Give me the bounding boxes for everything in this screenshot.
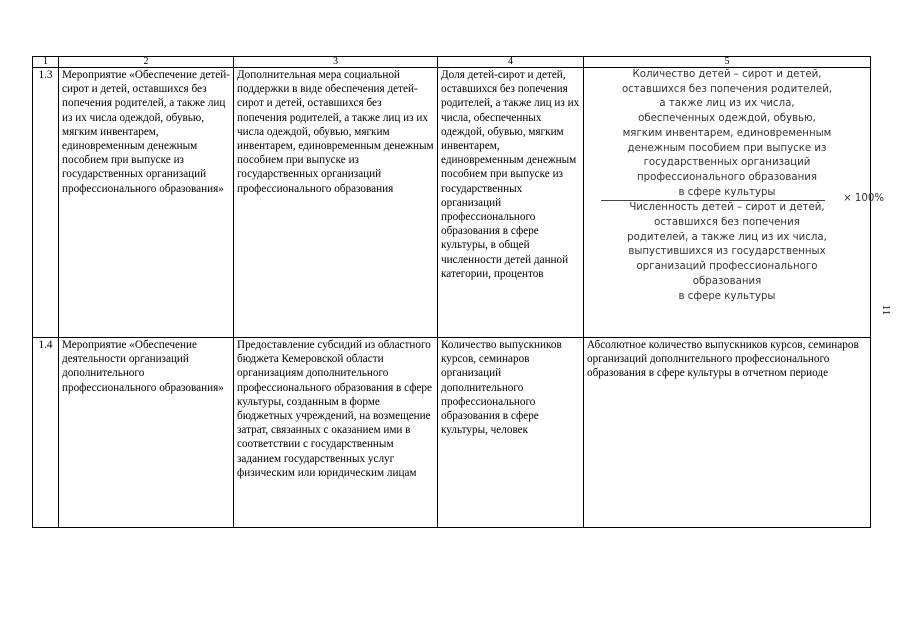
numerator-line: профессионального образования (636, 171, 818, 183)
indicator-cell: Доля детей-сирот и детей, оставшихся без попечения родителей, а также лиц из их числа, обеспеченных одеждой, обувью, мягким инвентарем, единовременным денежным пособием при выпуске из государственных организаций профессионального образования в сфере культуры, в общей численности детей данной категории, процентов (438, 68, 584, 338)
measures-table (32, 56, 884, 528)
calculation-method-cell: Абсолютное количество выпускников курсов, семинаров организаций дополнительного профессионального образования в сфере культуры в отчетном периоде (584, 338, 871, 528)
denominator-line: организаций профессионального (636, 261, 818, 273)
header-cell: 5 (584, 57, 871, 68)
numerator-line: государственных организаций (643, 157, 811, 169)
numerator-line: а также лиц из их числа, (659, 98, 795, 110)
numerator-line: мягким инвентарем, единовременным (622, 127, 832, 139)
event-name-cell: Мероприятие «Обеспечение детей-сирот и детей, оставшихся без попечения родителей, а также лиц из их числа одеждой, обувью, мягким инвентарем, единовременным денежным пособием при выпуске из государственных организаций профессионального образования» (59, 68, 234, 338)
table-row (33, 338, 871, 528)
measure-description-cell: Дополнительная мера социальной поддержки в виде обеспечения детей-сирот и детей, оставшихся без попечения родителей, а также лиц из их числа одеждой, обувью, мягким инвентарем, единовременным денежным пособием при выпуске из государственных организаций профессионального образования (234, 68, 438, 338)
numerator-line: денежным пособием при выпуске из (627, 142, 827, 154)
denominator-line: выпустившихся из государственных (628, 246, 826, 258)
denominator-line: оставшихся без попечения (654, 217, 800, 229)
denominator-line: родителей, а также лиц из их числа, (627, 231, 827, 243)
table-row (33, 68, 871, 338)
denominator-line: Численность детей – сирот и детей, (629, 202, 825, 214)
denominator-line: образования (692, 275, 762, 287)
table-header-row (33, 57, 871, 68)
header-cell: 3 (234, 57, 438, 68)
numerator-line: в сфере культуры (678, 186, 776, 198)
header-cell: 4 (438, 57, 584, 68)
formula-cell (584, 68, 884, 338)
measure-description-cell: Предоставление субсидий из областного бюджета Кемеровской области организациям дополнительного профессионального образования в сфере культуры, созданным в форме бюджетных учреждений, на возмещение затрат, связанных с оказанием ими в соответствии с государственным заданием государственных услуг физическим или юридическим лицам (234, 338, 438, 528)
event-name-cell: Мероприятие «Обеспечение деятельности организаций дополнительного профессионального образования» (59, 338, 234, 528)
page-number: 11 (880, 304, 892, 316)
row-number: 1.4 (33, 338, 59, 528)
numerator-line: оставшихся без попечения родителей, (621, 83, 833, 95)
header-cell: 1 (33, 57, 59, 68)
denominator-line: в сфере культуры (678, 290, 776, 302)
multiplier-label: × 100% (843, 193, 884, 204)
header-cell: 2 (59, 57, 234, 68)
numerator-line: обеспеченных одеждой, обувью, (638, 113, 816, 125)
numerator-line: Количество детей – сирот и детей, (632, 69, 822, 80)
row-number: 1.3 (33, 68, 59, 338)
indicator-cell: Количество выпускников курсов, семинаров организаций дополнительного профессионального образования в сфере культуры, человек (438, 338, 584, 528)
